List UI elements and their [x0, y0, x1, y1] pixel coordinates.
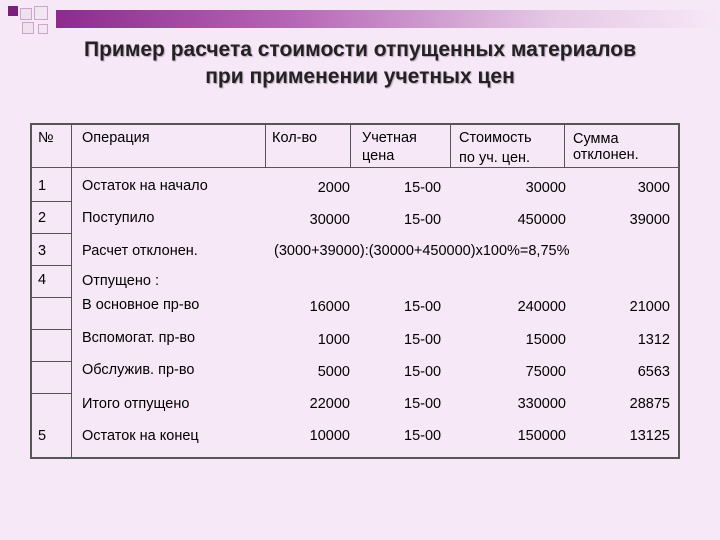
header-price-line1: Учетная [362, 130, 417, 146]
row-divider [32, 233, 71, 234]
row-operation: В основное пр-во [82, 297, 200, 313]
row-cost: 330000 [517, 396, 566, 412]
row-num: 1 [38, 178, 47, 194]
decor-square [20, 8, 32, 20]
row-price: 15-00 [404, 180, 442, 196]
row-num: 5 [38, 428, 47, 444]
row-deviation: 13125 [629, 428, 670, 444]
row-deviation: 3000 [637, 180, 670, 196]
row-qty: 10000 [309, 428, 350, 444]
row-num: 2 [38, 210, 47, 226]
row-qty: 5000 [317, 364, 350, 380]
row-divider [32, 265, 71, 266]
row-deviation: 6563 [637, 364, 670, 380]
row-divider [32, 361, 71, 362]
row-operation: Итого отпущено [82, 396, 190, 412]
row-operation: Вспомогат. пр-во [82, 330, 196, 346]
header-qty: Кол-во [272, 130, 318, 146]
row-operation: Остаток на начало [82, 178, 208, 194]
row-deviation: 1312 [637, 332, 670, 348]
row-num: 4 [38, 272, 47, 288]
row-num: 3 [38, 243, 47, 259]
header-deviation-line1: Сумма [573, 131, 619, 147]
row-cost: 150000 [517, 428, 566, 444]
decor-square [38, 24, 48, 34]
row-qty: 16000 [309, 299, 350, 315]
header-num: № [38, 130, 54, 146]
row-divider [32, 297, 71, 298]
title-line-1: Пример расчета стоимости отпущенных материалов [84, 38, 636, 61]
header-cost-line1: Стоимость [459, 130, 532, 146]
row-operation: Остаток на конец [82, 428, 199, 444]
row-price: 15-00 [404, 396, 442, 412]
decor-square [22, 22, 34, 34]
row-divider [32, 201, 71, 202]
row-cost: 15000 [525, 332, 566, 348]
row-price: 15-00 [404, 332, 442, 348]
header-price-line2: цена [362, 148, 395, 164]
row-divider [32, 167, 678, 168]
column-divider [71, 125, 72, 457]
column-divider [450, 125, 451, 167]
row-deviation: 21000 [629, 299, 670, 315]
column-divider [350, 125, 351, 167]
row-deviation: 39000 [629, 212, 670, 228]
slide-title [20, 36, 700, 90]
row-operation: Обслужив. пр-во [82, 362, 195, 378]
row-qty: 22000 [309, 396, 350, 412]
row-cost: 75000 [525, 364, 566, 380]
row-qty: 30000 [309, 212, 350, 228]
row-operation: Расчет отклонен. [82, 243, 198, 259]
row-cost: 240000 [517, 299, 566, 315]
row-price: 15-00 [404, 299, 442, 315]
header-operation: Операция [82, 130, 150, 146]
row-deviation: 28875 [629, 396, 670, 412]
row-qty: 2000 [317, 180, 350, 196]
calculation-table [30, 123, 680, 459]
column-divider [265, 125, 266, 167]
row-price: 15-00 [404, 428, 442, 444]
row-cost: 30000 [525, 180, 566, 196]
header-deviation-line2: отклонен. [573, 147, 639, 163]
title-line-2: при применении учетных цен [205, 65, 515, 88]
row-cost: 450000 [517, 212, 566, 228]
decor-square [8, 6, 18, 16]
decor-gradient-bar [56, 10, 720, 28]
row-qty: 1000 [317, 332, 350, 348]
row-price: 15-00 [404, 364, 442, 380]
column-divider [564, 125, 565, 167]
deviation-formula: (3000+39000):(30000+450000)x100%=8,75% [274, 243, 570, 259]
row-price: 15-00 [404, 212, 442, 228]
row-divider [32, 393, 71, 394]
decor-square [34, 6, 48, 20]
row-divider [32, 329, 71, 330]
row-operation: Отпущено : [82, 273, 159, 289]
row-operation: Поступило [82, 210, 155, 226]
header-cost-line2: по уч. цен. [459, 150, 531, 166]
